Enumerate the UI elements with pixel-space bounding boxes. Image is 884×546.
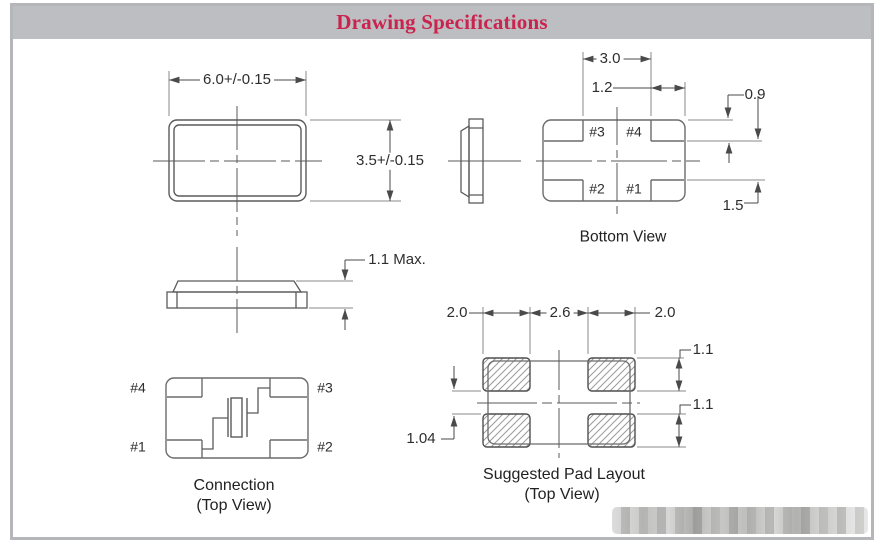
- pad-layout-dim-2-6: 2.6: [547, 305, 574, 322]
- connection-pad-4-label: #4: [130, 379, 146, 396]
- censored-watermark: [612, 507, 868, 534]
- top-view-dimensions: [169, 71, 401, 201]
- pad-layout-dim-2-0-left: 2.0: [446, 303, 468, 321]
- pad-layout-dim-1-04: 1.04: [406, 429, 436, 447]
- bottom-view-pad-3-label: #3: [589, 123, 605, 140]
- connection-pad-2-label: #2: [317, 438, 333, 455]
- pad-layout-dim-2-0-right: 2.0: [654, 303, 676, 321]
- crystal-symbol: [202, 388, 270, 449]
- pad-layout-caption-line2: (Top View): [524, 486, 600, 504]
- bottom-view-dim-0-9: 0.9: [744, 85, 766, 103]
- pad-layout-dimensions: [441, 303, 691, 447]
- connection-pad-3-label: #3: [317, 379, 333, 396]
- top-view-width-dimension: 6.0+/-0.15: [200, 72, 274, 89]
- bottom-view-dim-1-5: 1.5: [722, 196, 744, 214]
- page-title: Drawing Specifications: [336, 10, 548, 34]
- bottom-view-dim-3-0: 3.0: [597, 51, 624, 68]
- bottom-view-centerlines: [536, 107, 700, 214]
- connection-drawing: [166, 378, 308, 458]
- connection-caption-line2: (Top View): [196, 497, 272, 515]
- side-profile-max-height-dimension: 1.1 Max.: [368, 250, 426, 268]
- connection-pad-1-label: #1: [130, 438, 146, 455]
- top-view-height-dimension: 3.5+/-0.15: [353, 153, 427, 170]
- bottom-view-caption: Bottom View: [579, 228, 667, 246]
- pad-layout-caption-line1: Suggested Pad Layout: [483, 466, 645, 484]
- bottom-view-dim-1-2: 1.2: [591, 78, 613, 96]
- pad-layout-dim-1-1-bottom: 1.1: [692, 395, 714, 413]
- pad-layout-dim-1-1-top: 1.1: [692, 340, 714, 358]
- bottom-view-pad-2-label: #2: [589, 180, 605, 197]
- bottom-view-pad-1-label: #1: [626, 180, 642, 197]
- connection-caption-line1: Connection: [193, 477, 275, 495]
- bottom-view-pad-4-label: #4: [626, 123, 642, 140]
